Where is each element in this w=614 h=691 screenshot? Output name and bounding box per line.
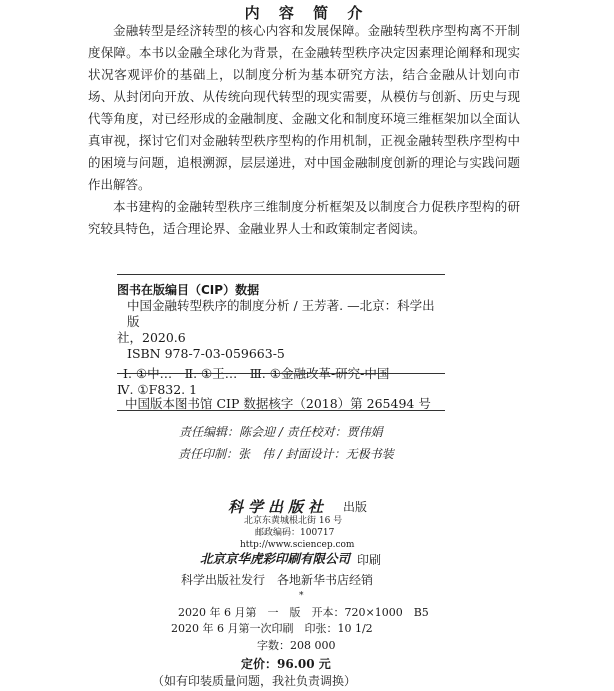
star-separator: * xyxy=(299,591,304,601)
cip-class-line-2: Ⅳ. ①F832. 1 xyxy=(117,382,198,397)
printer-suffix: 印刷 xyxy=(357,553,382,567)
publisher-website: http://www.sciencep.com xyxy=(240,540,355,550)
publisher-postcode: 邮政编码：100717 xyxy=(255,528,335,538)
cip-heading: 图书在版编目（CIP）数据 xyxy=(117,283,260,297)
cip-bottom-rule xyxy=(117,410,445,411)
publisher-suffix: 出版 xyxy=(343,500,368,514)
quality-notice: （如有印装质量问题，我社负责调换） xyxy=(152,674,357,688)
cip-top-rule xyxy=(117,274,445,275)
publisher-address: 北京东黄城根北街 16 号 xyxy=(244,516,343,526)
page-title: 内 容 简 介 xyxy=(244,4,370,22)
printing-line: 2020 年 6 月第一次印刷 印张：10 1/2 xyxy=(171,622,373,635)
publisher-logo: 科学出版社 xyxy=(228,498,329,516)
cip-class-line-1: Ⅰ. ①中… Ⅱ. ①王… Ⅲ. ①金融改革-研究-中国 xyxy=(123,366,390,381)
word-count: 字数：208 000 xyxy=(257,639,336,652)
cip-record xyxy=(117,298,447,362)
cip-isbn: ISBN 978-7-03-059663-5 xyxy=(127,346,285,361)
staff-line-1: 责任编辑：陈会迎 / 责任校对：贾伟娟 xyxy=(179,425,383,439)
distribution-line: 科学出版社发行 各地新华书店经销 xyxy=(181,573,374,587)
printer-name: 北京京华虎彩印刷有限公司 xyxy=(200,551,351,566)
edition-line: 2020 年 6 月第 一 版 开本：720×1000 B5 xyxy=(178,606,429,619)
cip-middle-rule xyxy=(117,373,445,374)
cip-core-number: 中国版本图书馆 CIP 数据核字（2018）第 265494 号 xyxy=(125,396,431,411)
summary-paragraph-1: 金融转型是经济转型的核心内容和发展保障。金融转型秩序型构离不开制度保障。本书以金融全球化为背景，在金融转型秩序决定因素理论阐释和现实状况客观评价的基础上，以制度分析为基本研究方法，结合金融从计划向市场、从封闭向开放、从传统向现代转型的现实需要，从模仿与创新、历史与现代等角度，对已经形成的金融制度、金融文化和制度环境三维框架加以全面认真审视，探讨它们对金融转型秩序型构的作用机制，正视金融转型秩序型构中的困境与问题，追根溯源，层层递进，对中国金融制度创新的理论与实践问题作出解答。 xyxy=(88,23,520,192)
price: 定价：96.00 元 xyxy=(241,657,331,671)
staff-line-2: 责任印制：张 伟 / 封面设计：无极书装 xyxy=(178,447,394,461)
cip-publisher-line: 社，2020.6 xyxy=(117,330,186,345)
summary-paragraph-2: 本书建构的金融转型秩序三维制度分析框架及以制度合力促秩序型构的研究较具特色，适合理论界、金融业界人士和政策制定者阅读。 xyxy=(88,199,520,236)
cip-title-line: 中国金融转型秩序的制度分析 / 王芳著. —北京：科学出版 xyxy=(127,298,435,329)
